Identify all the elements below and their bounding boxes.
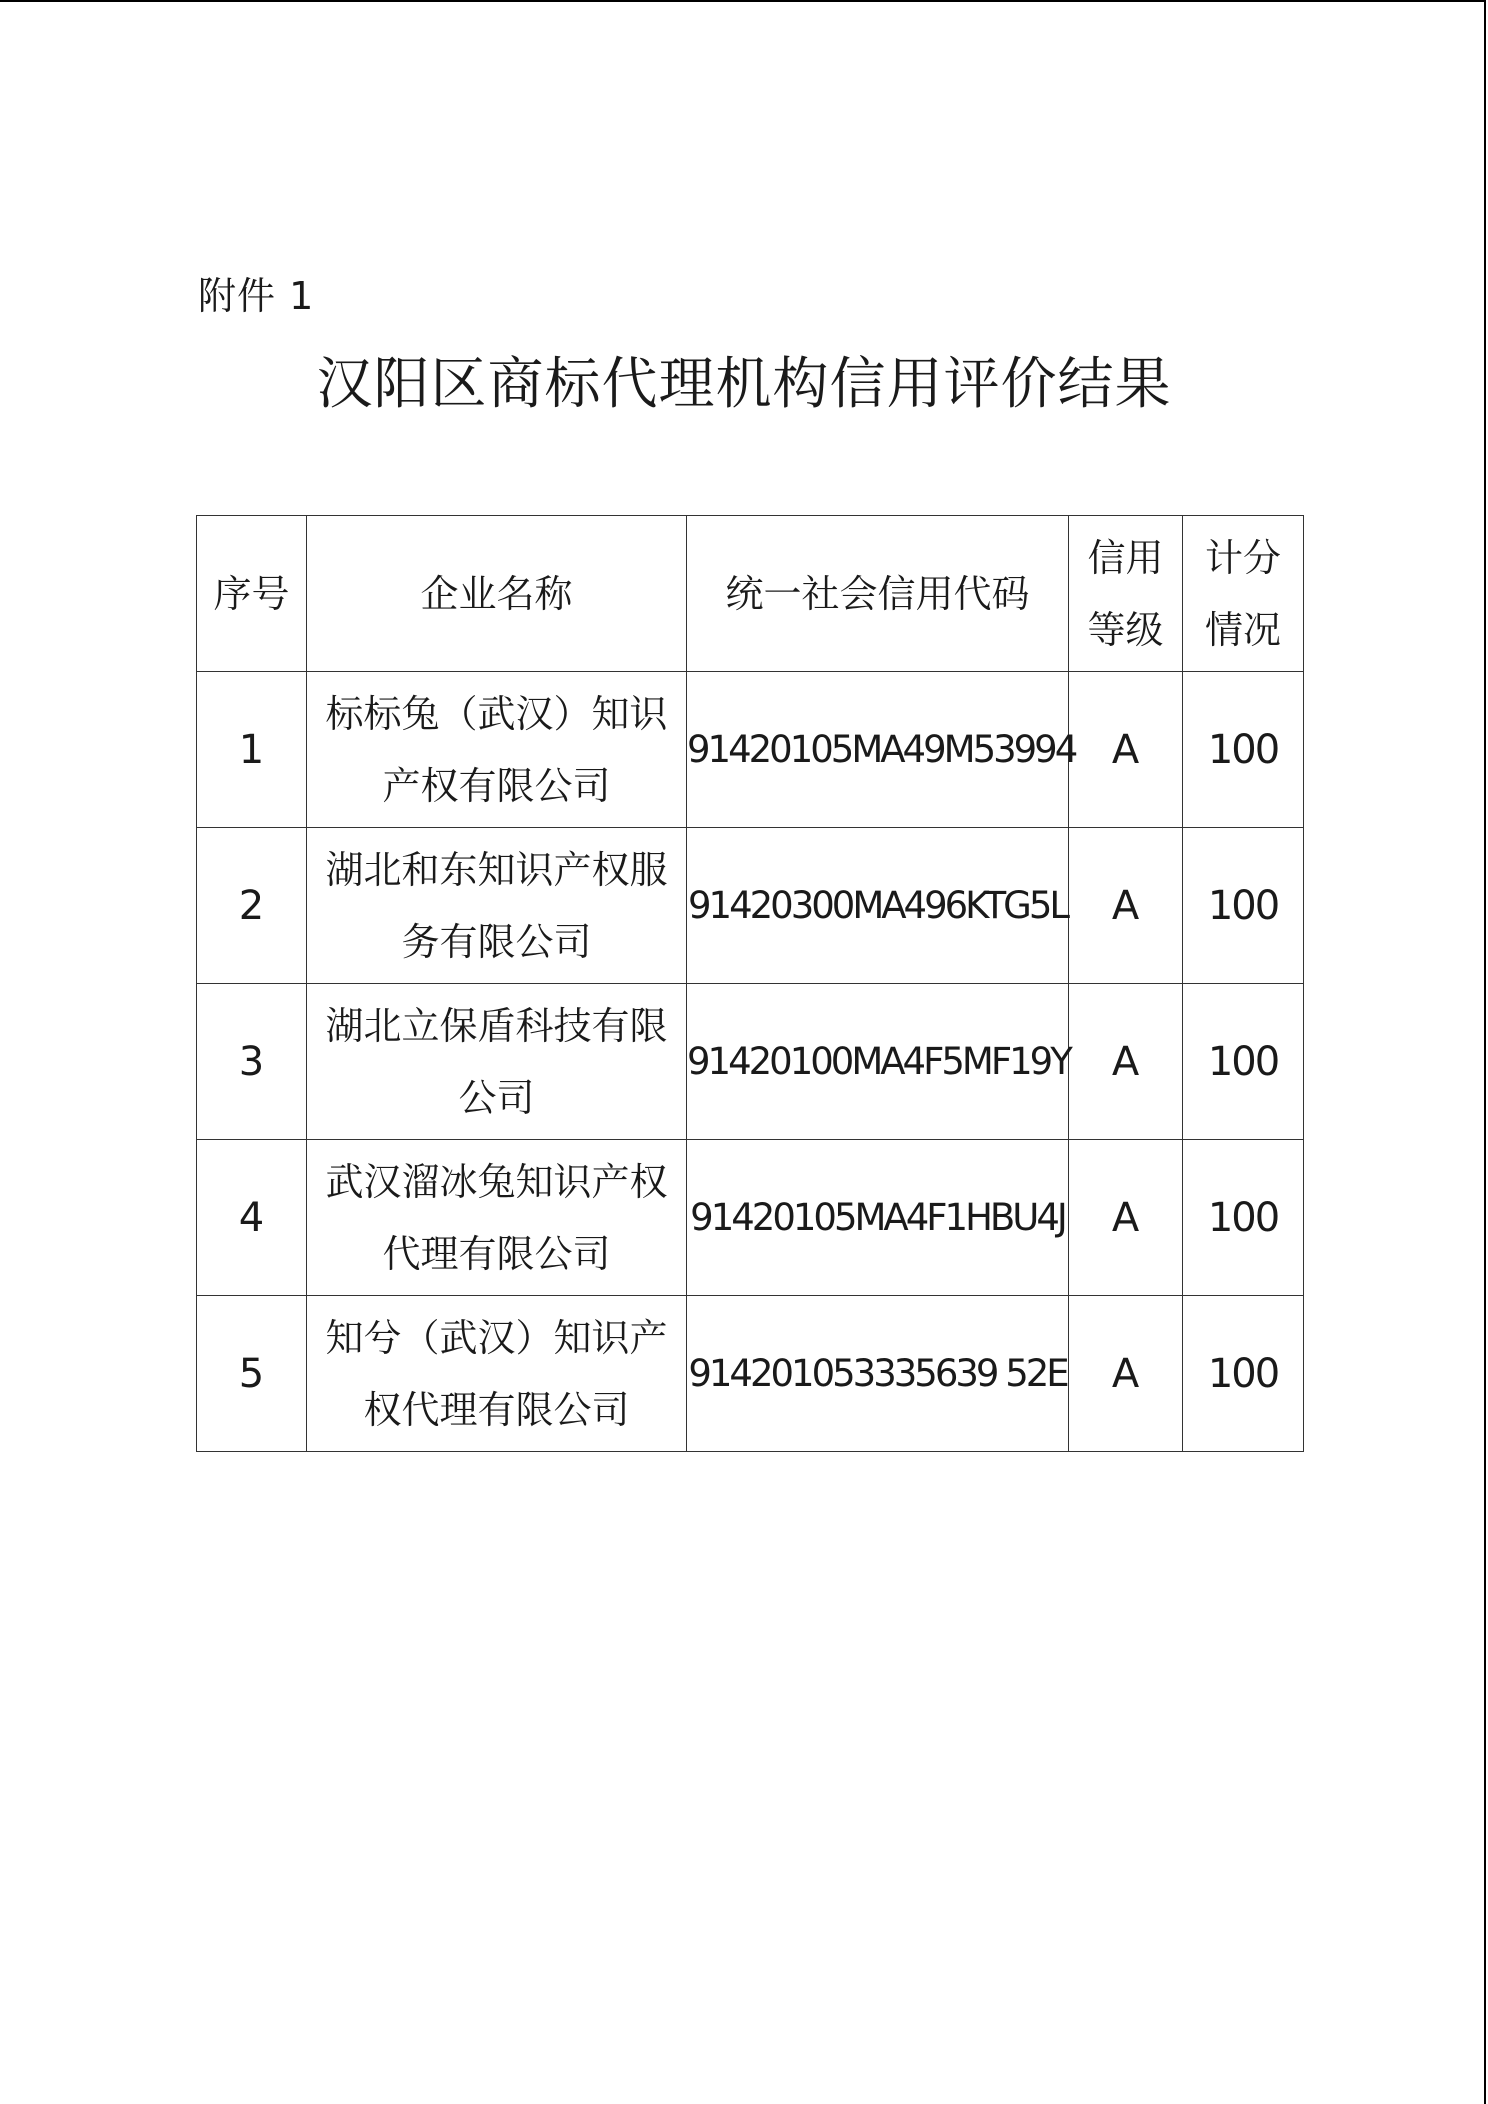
row-credit-level: A [1069,1296,1183,1452]
row-company-name: 知兮（武汉）知识产权代理有限公司 [307,1296,687,1452]
row-credit-code: 91420105MA4F1HBU4J [687,1140,1069,1296]
row-score: 100 [1183,828,1304,984]
row-credit-code: 914201053335639 52E [687,1296,1069,1452]
row-company-name: 标标兔（武汉）知识产权有限公司 [307,672,687,828]
row-seq: 4 [197,1140,307,1296]
row-company-name: 武汉溜冰兔知识产权代理有限公司 [307,1140,687,1296]
table-row [197,672,1304,828]
row-credit-code: 91420300MA496KTG5L [687,828,1069,984]
table-row [197,1296,1304,1452]
row-credit-level: A [1069,672,1183,828]
row-credit-code: 91420105MA49M53994 [687,672,1069,828]
table-row [197,828,1304,984]
table-header-row [197,516,1304,672]
row-credit-code: 91420100MA4F5MF19Y [687,984,1069,1140]
row-score: 100 [1183,1140,1304,1296]
row-credit-level: A [1069,1140,1183,1296]
header-credit-level-line1: 信用 [1087,535,1164,580]
header-company-name: 企业名称 [307,516,687,672]
table-row [197,984,1304,1140]
row-seq: 2 [197,828,307,984]
row-score: 100 [1183,984,1304,1140]
table-row [197,1140,1304,1296]
row-score: 100 [1183,1296,1304,1452]
header-seq: 序号 [197,516,307,672]
credit-result-table [196,515,1304,1452]
header-score-line1: 计分 [1204,535,1281,580]
row-credit-level: A [1069,828,1183,984]
row-credit-level: A [1069,984,1183,1140]
document-title: 汉阳区商标代理机构信用评价结果 [316,352,1172,417]
row-company-name: 湖北立保盾科技有限公司 [307,984,687,1140]
header-score-line2: 情况 [1204,607,1281,652]
attachment-label: 附件 1 [198,274,315,318]
row-score: 100 [1183,672,1304,828]
header-score [1183,516,1304,672]
row-seq: 5 [197,1296,307,1452]
row-seq: 3 [197,984,307,1140]
header-credit-code: 统一社会信用代码 [687,516,1069,672]
row-company-name: 湖北和东知识产权服务有限公司 [307,828,687,984]
header-credit-level-line2: 等级 [1087,607,1164,652]
row-seq: 1 [197,672,307,828]
header-credit-level [1069,516,1183,672]
